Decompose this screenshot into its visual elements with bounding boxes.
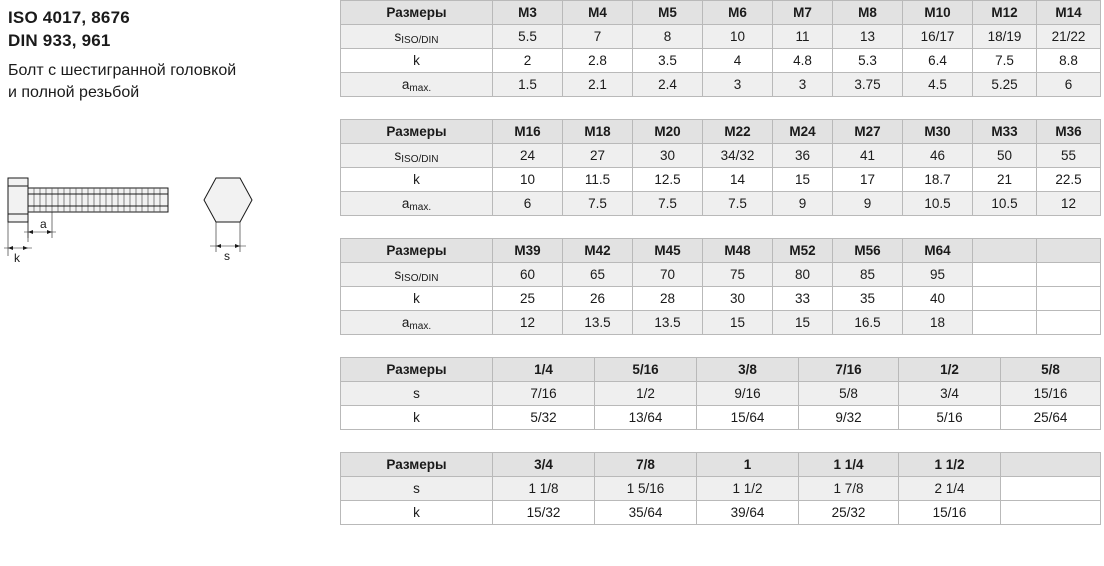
col-header-size: M16 bbox=[493, 120, 563, 144]
cell-value: 7.5 bbox=[633, 192, 703, 216]
cell-value: 9/32 bbox=[799, 406, 899, 430]
cell-value: 8 bbox=[633, 25, 703, 49]
table-header-row bbox=[341, 453, 1101, 477]
table-row bbox=[341, 477, 1101, 501]
row-label-a-max: amax. bbox=[341, 73, 493, 97]
cell-value: 10.5 bbox=[903, 192, 973, 216]
table-metric-m39-m64 bbox=[340, 238, 1101, 335]
col-header-size: 5/16 bbox=[595, 358, 697, 382]
cell-value: 30 bbox=[633, 144, 703, 168]
col-header-size: 3/4 bbox=[493, 453, 595, 477]
cell-value: 7.5 bbox=[563, 192, 633, 216]
cell-value: 2 1/4 bbox=[899, 477, 1001, 501]
cell-value: 46 bbox=[903, 144, 973, 168]
cell-value: 2.8 bbox=[563, 49, 633, 73]
cell-value: 5/8 bbox=[799, 382, 899, 406]
cell-value: 3/4 bbox=[899, 382, 1001, 406]
cell-value: 33 bbox=[773, 287, 833, 311]
cell-value: 15/16 bbox=[899, 501, 1001, 525]
row-label-s: s bbox=[341, 477, 493, 501]
table-header-row bbox=[341, 358, 1101, 382]
table-row bbox=[341, 382, 1101, 406]
cell-value: 9 bbox=[773, 192, 833, 216]
cell-value: 26 bbox=[563, 287, 633, 311]
col-header-dimensions: Размеры bbox=[341, 239, 493, 263]
cell-value: 10 bbox=[493, 168, 563, 192]
cell-value: 25 bbox=[493, 287, 563, 311]
table-row bbox=[341, 406, 1101, 430]
col-header-size: 7/8 bbox=[595, 453, 697, 477]
col-header-size: M56 bbox=[833, 239, 903, 263]
table-header-row bbox=[341, 239, 1101, 263]
table-imperial-quarter-five-eighths bbox=[340, 357, 1101, 430]
cell-value: 3 bbox=[773, 73, 833, 97]
cell-value: 9/16 bbox=[697, 382, 799, 406]
standard-line-1: ISO 4017, 8676 bbox=[8, 8, 130, 27]
cell-value: 24 bbox=[493, 144, 563, 168]
cell-value: 35/64 bbox=[595, 501, 697, 525]
cell-value: 2.4 bbox=[633, 73, 703, 97]
cell-value: 55 bbox=[1037, 144, 1101, 168]
cell-value: 6.4 bbox=[903, 49, 973, 73]
cell-value: 5.5 bbox=[493, 25, 563, 49]
cell-value: 36 bbox=[773, 144, 833, 168]
table-row bbox=[341, 168, 1101, 192]
cell-empty bbox=[973, 263, 1037, 287]
cell-value: 1 5/16 bbox=[595, 477, 697, 501]
col-header-size: M6 bbox=[703, 1, 773, 25]
cell-value: 11.5 bbox=[563, 168, 633, 192]
col-header-size: M45 bbox=[633, 239, 703, 263]
col-header-size: M39 bbox=[493, 239, 563, 263]
col-header-size: M14 bbox=[1037, 1, 1101, 25]
col-header-size: M20 bbox=[633, 120, 703, 144]
col-header-size: M27 bbox=[833, 120, 903, 144]
col-header-size: M5 bbox=[633, 1, 703, 25]
cell-value: 13 bbox=[833, 25, 903, 49]
col-header-size: M48 bbox=[703, 239, 773, 263]
cell-value: 5/32 bbox=[493, 406, 595, 430]
cell-value: 39/64 bbox=[697, 501, 799, 525]
cell-value: 1 1/8 bbox=[493, 477, 595, 501]
col-header-empty bbox=[1037, 239, 1101, 263]
dimension-label-k: k bbox=[14, 251, 20, 265]
cell-value: 18/19 bbox=[973, 25, 1037, 49]
table-row bbox=[341, 311, 1101, 335]
cell-value: 95 bbox=[903, 263, 973, 287]
table-row bbox=[341, 144, 1101, 168]
row-label-k: k bbox=[341, 501, 493, 525]
product-description-line-2: и полной резьбой bbox=[8, 84, 140, 101]
cell-value: 22.5 bbox=[1037, 168, 1101, 192]
col-header-size: M42 bbox=[563, 239, 633, 263]
cell-value: 15 bbox=[773, 311, 833, 335]
row-label-a-max: amax. bbox=[341, 311, 493, 335]
cell-value: 10.5 bbox=[973, 192, 1037, 216]
cell-value: 1 7/8 bbox=[799, 477, 899, 501]
cell-value: 50 bbox=[973, 144, 1037, 168]
col-header-size: M10 bbox=[903, 1, 973, 25]
cell-value: 5.3 bbox=[833, 49, 903, 73]
col-header-size: M22 bbox=[703, 120, 773, 144]
row-label-s-iso-din: sISO/DIN bbox=[341, 263, 493, 287]
cell-value: 14 bbox=[703, 168, 773, 192]
cell-value: 17 bbox=[833, 168, 903, 192]
hex-bolt-drawing bbox=[0, 160, 330, 270]
cell-value: 15 bbox=[773, 168, 833, 192]
cell-value: 35 bbox=[833, 287, 903, 311]
col-header-size: 1 bbox=[697, 453, 799, 477]
cell-value: 5/16 bbox=[899, 406, 1001, 430]
col-header-size: 1 1/2 bbox=[899, 453, 1001, 477]
cell-value: 3 bbox=[703, 73, 773, 97]
product-description-line-1: Болт с шестигранной головкой bbox=[8, 62, 237, 79]
col-header-empty bbox=[1001, 453, 1101, 477]
col-header-size: M64 bbox=[903, 239, 973, 263]
table-row bbox=[341, 263, 1101, 287]
row-label-k: k bbox=[341, 168, 493, 192]
col-header-dimensions: Размеры bbox=[341, 453, 493, 477]
cell-value: 60 bbox=[493, 263, 563, 287]
cell-value: 1.5 bbox=[493, 73, 563, 97]
row-label-k: k bbox=[341, 49, 493, 73]
table-row bbox=[341, 192, 1101, 216]
cell-value: 6 bbox=[493, 192, 563, 216]
col-header-size: 1/4 bbox=[493, 358, 595, 382]
row-label-s-iso-din: sISO/DIN bbox=[341, 25, 493, 49]
dimension-tables bbox=[340, 0, 1104, 547]
table-row bbox=[341, 73, 1101, 97]
cell-value: 21/22 bbox=[1037, 25, 1101, 49]
cell-empty bbox=[1001, 501, 1101, 525]
row-label-k: k bbox=[341, 287, 493, 311]
cell-value: 12 bbox=[1037, 192, 1101, 216]
standard-line-2: DIN 933, 961 bbox=[8, 31, 111, 50]
cell-value: 80 bbox=[773, 263, 833, 287]
cell-value: 21 bbox=[973, 168, 1037, 192]
cell-value: 16.5 bbox=[833, 311, 903, 335]
col-header-size: M3 bbox=[493, 1, 563, 25]
cell-value: 13.5 bbox=[633, 311, 703, 335]
cell-value: 13/64 bbox=[595, 406, 697, 430]
cell-value: 15/64 bbox=[697, 406, 799, 430]
col-header-dimensions: Размеры bbox=[341, 1, 493, 25]
cell-empty bbox=[1037, 263, 1101, 287]
cell-empty bbox=[1037, 311, 1101, 335]
cell-value: 16/17 bbox=[903, 25, 973, 49]
cell-value: 13.5 bbox=[563, 311, 633, 335]
cell-value: 27 bbox=[563, 144, 633, 168]
table-header-row bbox=[341, 1, 1101, 25]
cell-value: 41 bbox=[833, 144, 903, 168]
cell-value: 4 bbox=[703, 49, 773, 73]
cell-value: 2 bbox=[493, 49, 563, 73]
row-label-s-iso-din: sISO/DIN bbox=[341, 144, 493, 168]
col-header-size: M7 bbox=[773, 1, 833, 25]
cell-value: 28 bbox=[633, 287, 703, 311]
cell-value: 25/32 bbox=[799, 501, 899, 525]
row-label-k: k bbox=[341, 406, 493, 430]
col-header-size: M12 bbox=[973, 1, 1037, 25]
col-header-size: M33 bbox=[973, 120, 1037, 144]
col-header-size: M8 bbox=[833, 1, 903, 25]
cell-value: 18 bbox=[903, 311, 973, 335]
col-header-size: M36 bbox=[1037, 120, 1101, 144]
cell-value: 12 bbox=[493, 311, 563, 335]
cell-value: 6 bbox=[1037, 73, 1101, 97]
cell-value: 75 bbox=[703, 263, 773, 287]
table-row bbox=[341, 25, 1101, 49]
cell-value: 5.25 bbox=[973, 73, 1037, 97]
cell-value: 25/64 bbox=[1001, 406, 1101, 430]
cell-value: 7.5 bbox=[703, 192, 773, 216]
cell-value: 9 bbox=[833, 192, 903, 216]
table-metric-m3-m14 bbox=[340, 0, 1101, 97]
row-label-s: s bbox=[341, 382, 493, 406]
cell-value: 1 1/2 bbox=[697, 477, 799, 501]
cell-value: 8.8 bbox=[1037, 49, 1101, 73]
cell-empty bbox=[973, 287, 1037, 311]
cell-value: 7 bbox=[563, 25, 633, 49]
table-header-row bbox=[341, 120, 1101, 144]
col-header-empty bbox=[973, 239, 1037, 263]
cell-value: 15/32 bbox=[493, 501, 595, 525]
cell-value: 2.1 bbox=[563, 73, 633, 97]
table-row bbox=[341, 49, 1101, 73]
col-header-size: M52 bbox=[773, 239, 833, 263]
cell-value: 40 bbox=[903, 287, 973, 311]
col-header-size: 3/8 bbox=[697, 358, 799, 382]
cell-value: 4.8 bbox=[773, 49, 833, 73]
dimension-label-s: s bbox=[224, 249, 230, 263]
cell-value: 7/16 bbox=[493, 382, 595, 406]
cell-value: 3.75 bbox=[833, 73, 903, 97]
cell-empty bbox=[1001, 477, 1101, 501]
col-header-size: 7/16 bbox=[799, 358, 899, 382]
dimension-label-a: a bbox=[40, 217, 47, 231]
table-imperial-three-quarters-one-half bbox=[340, 452, 1101, 525]
col-header-size: 5/8 bbox=[1001, 358, 1101, 382]
table-row bbox=[341, 287, 1101, 311]
cell-value: 34/32 bbox=[703, 144, 773, 168]
col-header-size: M4 bbox=[563, 1, 633, 25]
col-header-size: M30 bbox=[903, 120, 973, 144]
cell-value: 11 bbox=[773, 25, 833, 49]
col-header-size: M18 bbox=[563, 120, 633, 144]
cell-value: 3.5 bbox=[633, 49, 703, 73]
cell-value: 10 bbox=[703, 25, 773, 49]
cell-value: 18.7 bbox=[903, 168, 973, 192]
col-header-size: 1/2 bbox=[899, 358, 1001, 382]
col-header-dimensions: Размеры bbox=[341, 120, 493, 144]
col-header-size: M24 bbox=[773, 120, 833, 144]
title-block bbox=[8, 6, 338, 104]
cell-value: 30 bbox=[703, 287, 773, 311]
col-header-size: 1 1/4 bbox=[799, 453, 899, 477]
cell-value: 15/16 bbox=[1001, 382, 1101, 406]
cell-value: 4.5 bbox=[903, 73, 973, 97]
row-label-a-max: amax. bbox=[341, 192, 493, 216]
cell-value: 1/2 bbox=[595, 382, 697, 406]
table-row bbox=[341, 501, 1101, 525]
cell-value: 12.5 bbox=[633, 168, 703, 192]
cell-value: 15 bbox=[703, 311, 773, 335]
cell-value: 85 bbox=[833, 263, 903, 287]
cell-value: 7.5 bbox=[973, 49, 1037, 73]
cell-value: 70 bbox=[633, 263, 703, 287]
cell-value: 65 bbox=[563, 263, 633, 287]
col-header-dimensions: Размеры bbox=[341, 358, 493, 382]
cell-empty bbox=[973, 311, 1037, 335]
cell-empty bbox=[1037, 287, 1101, 311]
table-metric-m16-m36 bbox=[340, 119, 1101, 216]
